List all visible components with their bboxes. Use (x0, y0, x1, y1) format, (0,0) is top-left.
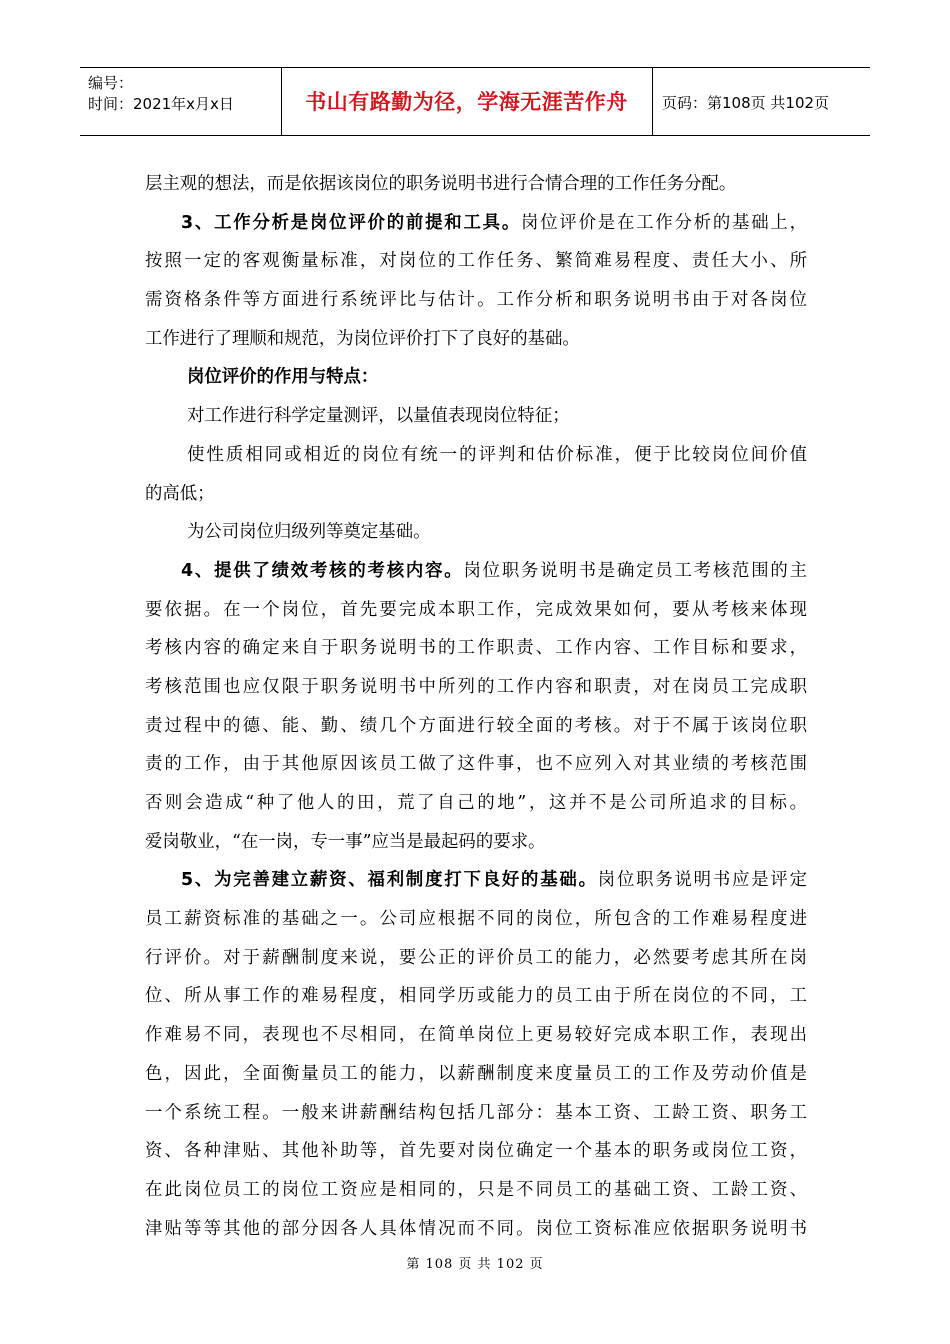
header-table (80, 67, 870, 136)
paragraph-4-heading: 4、提供了绩效考核的考核内容。 (181, 560, 464, 581)
time-label: 时间：2021年x月x日 (88, 95, 234, 113)
text-run: 岗位职务说明书应是评定 (597, 870, 807, 891)
page-label: 页码：第108页 共102页 (662, 94, 830, 112)
paragraph-5-heading: 5、为完善建立薪资、福利制度打下良好的基础。 (181, 870, 598, 891)
text-line: 要依据。在一个岗位，首先要完成本职工作，完成效果如何，要从考核来体现 (145, 599, 807, 620)
text-line: 行评价。对于薪酬制度来说，要公正的评价员工的能力，必然要考虑其所在岗 (145, 947, 807, 968)
text-line: 层主观的想法，而是依据该岗位的职务说明书进行合情合理的工作任务分配。 (145, 174, 737, 194)
text-line: 为公司岗位归级列等奠定基础。 (187, 522, 431, 543)
document-body (145, 165, 807, 1248)
text-line: 考核内容的确定来自于职务说明书的工作职责、工作内容、工作目标和要求， (145, 638, 807, 659)
text-line: 责过程中的德、能、勤、绩几个方面进行较全面的考核。对于不属于该岗位职 (145, 715, 807, 736)
page-footer: 第 108 页 共 102 页 (406, 1257, 544, 1272)
motto: 书山有路勤为径，学海无涯苦作舟 (305, 90, 628, 114)
text-line: 位、所从事工作的难易程度，相同学历或能力的员工由于所在岗位的不同，工 (145, 986, 807, 1007)
serial-label: 编号： (88, 74, 134, 92)
text-line: 按照一定的客观衡量标准，对岗位的工作任务、繁简难易程度、责任大小、所 (145, 251, 807, 272)
text-line: 爱岗敬业，“在一岗，专一事”应当是最起码的要求。 (145, 831, 546, 852)
paragraph-4-first-line (145, 552, 807, 591)
text-line: 责的工作，由于其他原因该员工做了这件事，也不应列入对其业绩的考核范围 (145, 754, 807, 775)
paragraph-5-first-line (145, 861, 807, 900)
text-line: 的高低； (145, 483, 215, 504)
text-line: 资、各种津贴、其他补助等，首先要对岗位确定一个基本的职务或岗位工资， (145, 1141, 807, 1162)
text-line: 考核范围也应仅限于职务说明书中所列的工作内容和职责，对在岗员工完成职 (145, 676, 807, 697)
text-line: 工作进行了理顺和规范，为岗位评价打下了良好的基础。 (145, 328, 580, 349)
text-line: 使性质相同或相近的岗位有统一的评判和估价标准，便于比较岗位间价值 (187, 444, 807, 465)
text-run: 岗位职务说明书是确定员工考核范围的主 (463, 560, 807, 581)
paragraph-3-first-line (145, 204, 807, 243)
text-line: 需资格条件等方面进行系统评比与估计。工作分析和职务说明书由于对各岗位 (145, 290, 807, 311)
subheading-line (145, 358, 807, 397)
text-line: 员工薪资标准的基础之一。公司应根据不同的岗位，所包含的工作难易程度进 (145, 909, 807, 930)
text-line: 否则会造成“种了他人的田，荒了自己的地”，这并不是公司所追求的目标。 (145, 793, 807, 813)
header-meta (88, 73, 234, 115)
text-line: 色，因此，全面衡量员工的能力，以薪酬制度来度量员工的工作及劳动价值是 (145, 1063, 807, 1084)
text-line: 津贴等等其他的部分因各人具体情况而不同。岗位工资标准应依据职务说明书 (145, 1218, 807, 1239)
header-divider (652, 68, 653, 135)
text-line: 对工作进行科学定量测评，以量值表现岗位特征； (187, 406, 570, 427)
text-line: 在此岗位员工的岗位工资应是相同的，只是不同员工的基础工资、工龄工资、 (145, 1179, 807, 1200)
text-line: 一个系统工程。一般来讲薪酬结构包括几部分：基本工资、工龄工资、职务工 (145, 1102, 807, 1123)
paragraph-3-heading: 3、工作分析是岗位评价的前提和工具。 (181, 212, 522, 233)
subheading: 岗位评价的作用与特点： (187, 367, 379, 388)
text-line: 作难易不同，表现也不尽相同，在简单岗位上更易较好完成本职工作，表现出 (145, 1025, 807, 1046)
text-run: 岗位评价是在工作分析的基础上， (521, 212, 807, 233)
